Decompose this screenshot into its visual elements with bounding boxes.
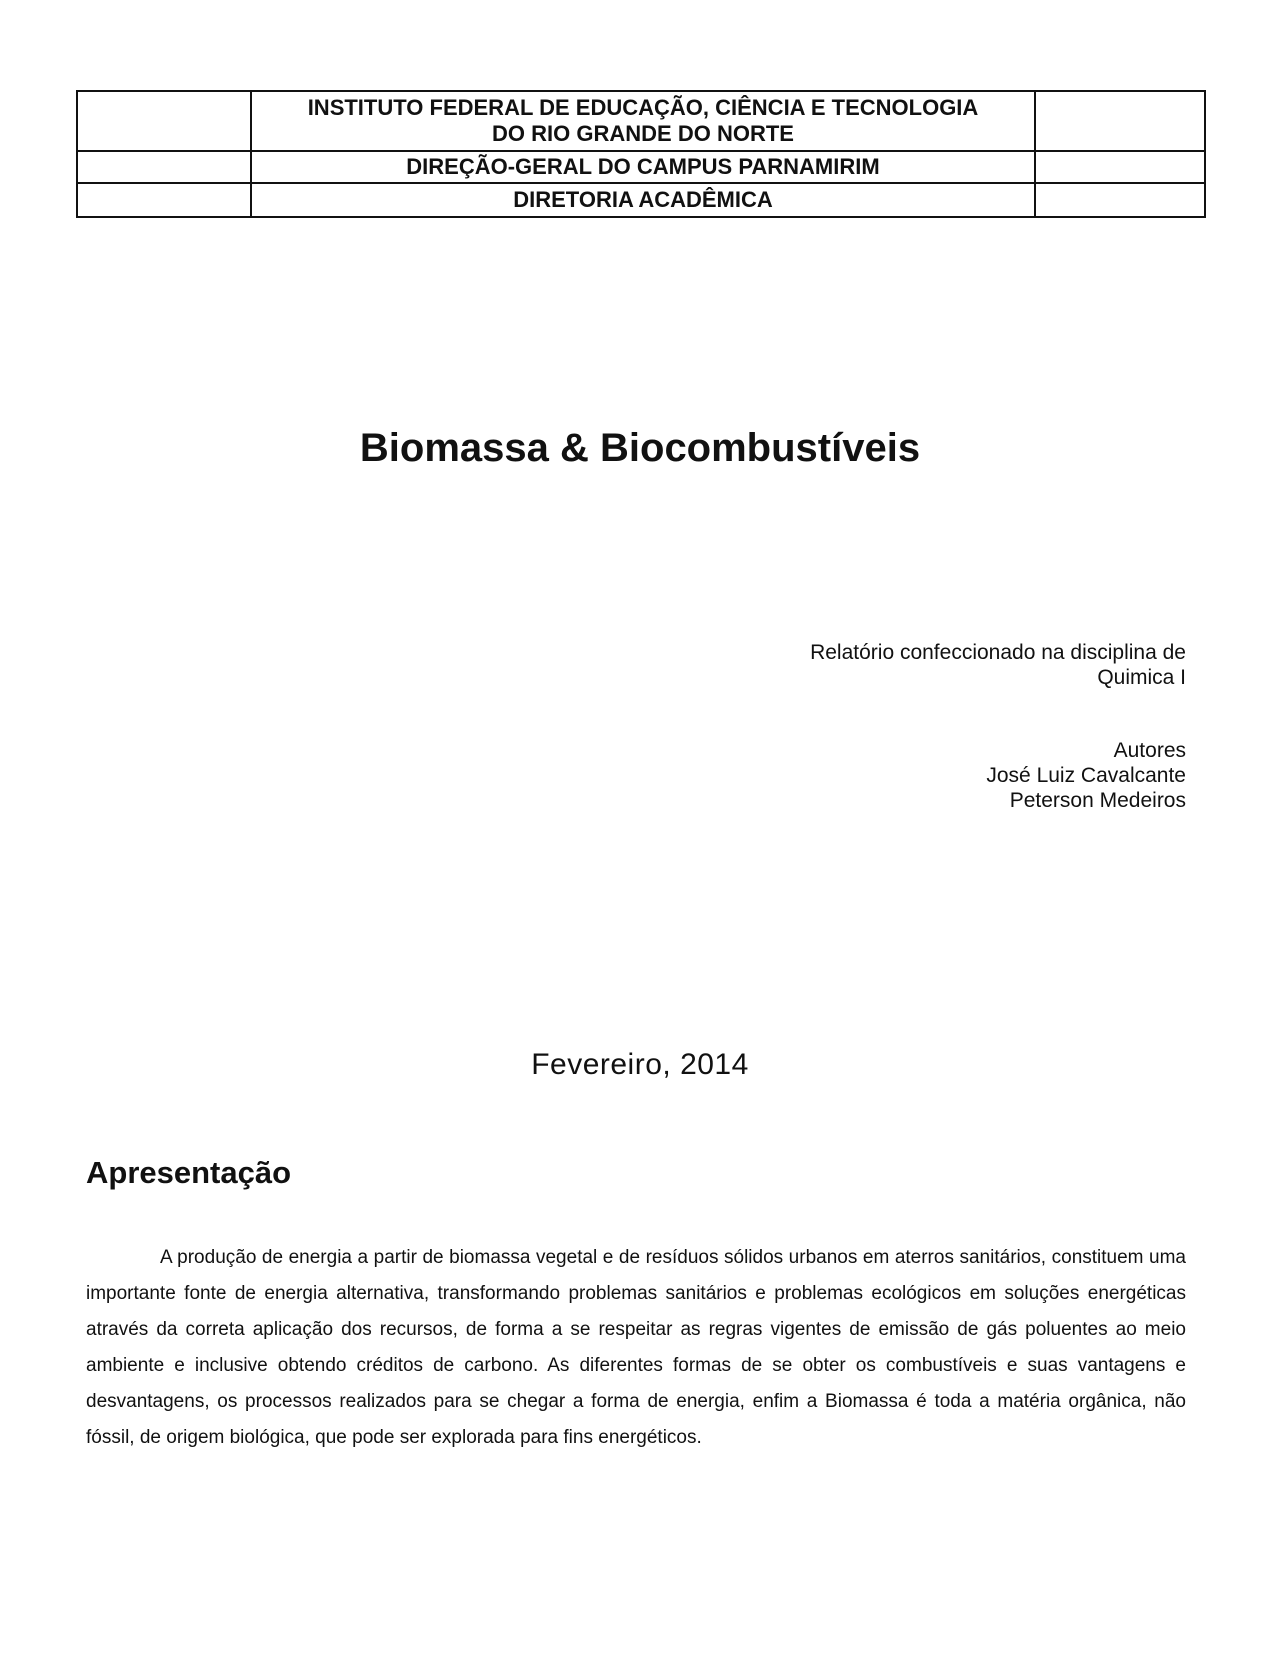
author-name: José Luiz Cavalcante bbox=[986, 764, 1186, 787]
campus-name: DIREÇÃO-GERAL DO CAMPUS PARNAMIRIM bbox=[251, 151, 1035, 183]
directorate-name: DIRETORIA ACADÊMICA bbox=[251, 183, 1035, 217]
document-date: Fevereiro, 2014 bbox=[531, 1048, 749, 1081]
report-line-2: Quimica I bbox=[1097, 666, 1186, 689]
document-title: Biomassa & Biocombustíveis bbox=[359, 426, 921, 470]
report-line-1: Relatório confeccionado na disciplina de bbox=[810, 641, 1186, 664]
section-heading: Apresentação bbox=[86, 1155, 292, 1190]
header-row-institution bbox=[77, 91, 1205, 151]
header-row-directorate bbox=[77, 183, 1205, 217]
header-cell-left bbox=[77, 151, 251, 183]
header-cell-institution bbox=[251, 91, 1035, 151]
header-cell-left bbox=[77, 183, 251, 217]
institution-header-table bbox=[76, 90, 1206, 218]
header-row-campus bbox=[77, 151, 1205, 183]
header-cell-left bbox=[77, 91, 251, 151]
institution-name-line1: INSTITUTO FEDERAL DE EDUCAÇÃO, CIÊNCIA E TECNOLOGIA bbox=[307, 95, 979, 120]
author-name: Peterson Medeiros bbox=[1009, 789, 1186, 812]
header-cell-right bbox=[1035, 151, 1205, 183]
authors-block bbox=[986, 738, 1186, 813]
section-paragraph: A produção de energia a partir de biomassa vegetal e de resíduos sólidos urbanos em aterros sanitários, constituem uma importante fonte de energia alternativa, transformando problemas sanitários e problemas ecológicos em soluções energéticas através da correta aplicação dos recursos, de forma a se respeitar as regras vigentes de emissão de gás poluentes ao meio ambiente e inclusive obtendo créditos de carbono. As diferentes formas de se obter os combustíveis e suas vantagens e desvantagens, os processos realizados para se chegar a forma de energia, enfim a Biomassa é toda a matéria orgânica, não fóssil, de origem biológica, que pode ser explorada para fins energéticos. bbox=[86, 1247, 1186, 1448]
institution-name-line2: DO RIO GRANDE DO NORTE bbox=[492, 121, 794, 146]
authors-label: Autores bbox=[1113, 739, 1186, 762]
report-description bbox=[810, 640, 1186, 690]
header-cell-right bbox=[1035, 183, 1205, 217]
header-cell-right bbox=[1035, 91, 1205, 151]
